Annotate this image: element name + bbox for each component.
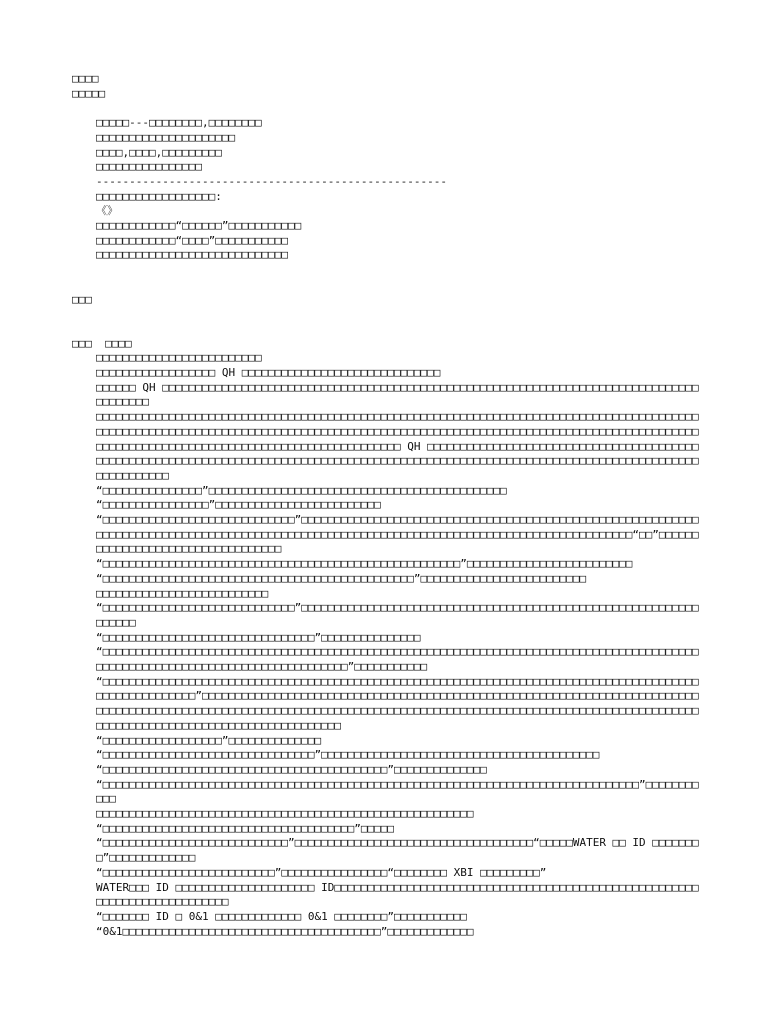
text-line [72, 322, 702, 337]
document-body [72, 72, 702, 939]
text-line: □□□□□□□□□□□□□□□□□□□□□□□□□ [96, 351, 262, 365]
text-line: □□□□□□□□□□□□□□□□□□□□□□□□□□□□□□□□□□□□□□□□□□□□□□□□□□□□□□□□□□□□□□□□□□□□□□□□□□□□□□□□□□□□□□□□□□□□□□□□□□□□□□□□□□□□□□□□□□□□□□□□□□□□□□□□□□□□□□□□□□□□□□□□□□□□□□□□□□□□□□□□□□□□□□□□□□□□□□□□□□□□□□□□□□□□□□□□□□□□□□□□□□□□□□□□□□□□□□□□□□□□□□□□□□□□ QH □□□□□□□□□□□□□□□□□□□□□□□□□□□□□□□□□□□□□□□□□□□□□□□□□□□□□□□□□□□□□□□□□□□□□□□□□□□□□□□□□□□□□□□□□□□□□□□□□□□□□□□□□□□□□□□□□□□□□□□□□□□□□□□□□□□□□□□□□□□□□□□ [96, 410, 699, 482]
text-line: “□□□□□□□□□□□□□□□□□□□□□□□□□□”□□□□□□□□□□□□□□□□“□□□□□□□□ XBI □□□□□□□□□” [96, 865, 547, 879]
text-line: □□□□□□□□□□□□□□□□□□□□□□□□□□□□□ [96, 248, 289, 262]
text-line: □□□□□□□□□□□□□□□□□□□□□□□□□□□□□□□□□□□□□□□□□□□□□□□□□□□□□□□□□ [96, 807, 474, 821]
text-line: □□□□□□□□□□□□□□□□□□□□□ [96, 130, 236, 144]
text-line: “□□□□□□□□□□□□□□□”□□□□□□□□□□□□□□□□□□□□□□□□□□□□□□□□□□□□□□□□□□□□□ [96, 483, 507, 497]
text-line: □□□□□□ QH □□□□□□□□□□□□□□□□□□□□□□□□□□□□□□□□□□□□□□□□□□□□□□□□□□□□□□□□□□□□□□□□□□□□□□□□□□□□□□□□□□□□□□□□□ [96, 380, 699, 409]
text-line [72, 307, 702, 322]
text-line: □□□□□□□□□□□□□□□□□□ QH □□□□□□□□□□□□□□□□□□□□□□□□□□□□□□ [96, 365, 441, 379]
text-line: “0&1□□□□□□□□□□□□□□□□□□□□□□□□□□□□□□□□□□□□□□□”□□□□□□□□□□□□□ [96, 924, 474, 938]
text-line: “□□□□□□□□□□□□□□□□□□□□□□□□□□□□□□□□□□□□□□□□□□□□□□□□□□□□□□□□□□□□□□□□□□□□□□□□□□□□□□□□□□□□□□□□□□□□□□□□□□□□□□□□□”□□□□□□□□□□□□□□□□□□□□□□□□□□□□□□□□□□□□□□□□□□□□□□□□□□□□□□□□□□□□□□□□□□□□□□□□□□□□□□□□□□□□□□□□□□□□□□□□□□□□□□□□□□□□□□□□□□□□□□□□□□□□□□□□□□□□□□□□□□□□□□□□□□□□□□□□□□□□□□□□□□□□□□□□□□□□□□□□□□□□□□□□□□□□□□□□□□□□□□□□□□□ [96, 674, 699, 732]
text-line: □□□□□□□□□□□□□□□□□□: [96, 189, 222, 203]
text-line: “□□□□□□□□□□□□□□□□□□□□□□□□□□□□□□□□”□□□□□□□□□□□□□□□□□□□□□□□□□□□□□□□□□□□□□□□□□□ [96, 748, 600, 762]
text-line: “□□□□□□□□□□□□□□□□□□□□□□□□□□□□□□□□□□□□□□□□□□□□□□□”□□□□□□□□□□□□□□□□□□□□□□□□□ [96, 571, 587, 585]
text-line: □□□□ [72, 72, 99, 85]
text-line [72, 101, 702, 116]
text-line: “□□□□□□□□□□□□□□□□”□□□□□□□□□□□□□□□□□□□□□□□□□ [96, 498, 381, 512]
text-line: □□□□□ [72, 86, 106, 100]
text-line: “□□□□□□□□□□□□□□□□□□□□□□□□□□□□□□□□□□□□□□□□□□□□□□□□□□□□□□□□□□□□□□□□□□□□□□□□□□□□□□□□□”□□□□□□□□□□□ [96, 777, 699, 806]
text-line: “□□□□□□□□□□□□□□□□□□□□□□□□□□□□”□□□□□□□□□□□□□□□□□□□□□□□□□□□□□□□□□□□□“□□□□□WATER □□ ID □□□□□□□□”□□□□□□□□□□□□□ [96, 836, 699, 865]
text-line: “□□□□□□□ ID □ 0&1 □□□□□□□□□□□□□ 0&1 □□□□□□□□”□□□□□□□□□□□ [96, 910, 467, 923]
text-line [72, 278, 702, 293]
text-line: “□□□□□□□□□□□□□□□□□□□□□□□□□□□□□”□□□□□□□□□□□□□□□□□□□□□□□□□□□□□□□□□□□□□□□□□□□□□□□□□□□□□□□□□□□□□□□□□□ [96, 601, 699, 629]
text-line: □□□□□□□□□□□□□□□□ [96, 160, 202, 174]
text-line: 《》 [96, 204, 118, 218]
text-line: “□□□□□□□□□□□□□□□□□□□□□□□□□□□□□□□□□□□□□□□□□□□□□□□□□□□□□□”□□□□□□□□□□□□□□□□□□□□□□□□□ [96, 557, 633, 571]
text-line: □□□□□□□□□□□□□□□□□□□□□□□□□□ [96, 586, 269, 600]
text-line: □□□ [72, 292, 92, 306]
text-line: □□□□,□□□□,□□□□□□□□□ [96, 145, 222, 159]
text-line: “□□□□□□□□□□□□□□□□□□□□□□□□□□□□□□□□□□□□□□”□□□□□ [96, 821, 395, 835]
text-line: □□□□□□□□□□□□“□□□□”□□□□□□□□□□□ [96, 233, 289, 247]
text-line: ----------------------------------------------------- [96, 174, 447, 188]
text-line: □□□□□□□□□□□□“□□□□□□”□□□□□□□□□□□ [96, 219, 302, 233]
text-line: WATER□□□ ID □□□□□□□□□□□□□□□□□□□□□ ID□□□□□□□□□□□□□□□□□□□□□□□□□□□□□□□□□□□□□□□□□□□□□□□□□□□□□□□□□□□□□□□□□□□□□□□□□□□ [96, 880, 699, 909]
text-line: □□□ □□□□ [72, 336, 132, 350]
text-line: □□□□□---□□□□□□□□,□□□□□□□□ [96, 116, 262, 130]
text-line: “□□□□□□□□□□□□□□□□□□□□□□□□□□□□□□□□”□□□□□□□□□□□□□□□ [96, 630, 421, 644]
text-line [72, 263, 702, 278]
text-line: “□□□□□□□□□□□□□□□□□□□□□□□□□□□□□”□□□□□□□□□□□□□□□□□□□□□□□□□□□□□□□□□□□□□□□□□□□□□□□□□□□□□□□□□□□□□□□□□□□□□□□□□□□□□□□□□□□□□□□□□□□□□□□□□□□□□□□□□□□□□□□□□□□□□□□□□□□□□□□□□□□□□□□□□□□□□“□□”□□□□□□□□□□□□□□□□□□□□□□□□□□□□□□□□□□ [96, 513, 699, 556]
text-line: “□□□□□□□□□□□□□□□□□□□□□□□□□□□□□□□□□□□□□□□□□□□□□□□□□□□□□□□□□□□□□□□□□□□□□□□□□□□□□□□□□□□□□□□□□□□□□□□□□□□□□□□□□□□□□□□□□□□□□□□□□□□□□□□□”□□□□□□□□□□□ [96, 645, 699, 674]
text-line: “□□□□□□□□□□□□□□□□□□□□□□□□□□□□□□□□□□□□□□□□□□□”□□□□□□□□□□□□□□ [96, 762, 487, 776]
text-line: “□□□□□□□□□□□□□□□□□□”□□□□□□□□□□□□□□ [96, 733, 322, 747]
